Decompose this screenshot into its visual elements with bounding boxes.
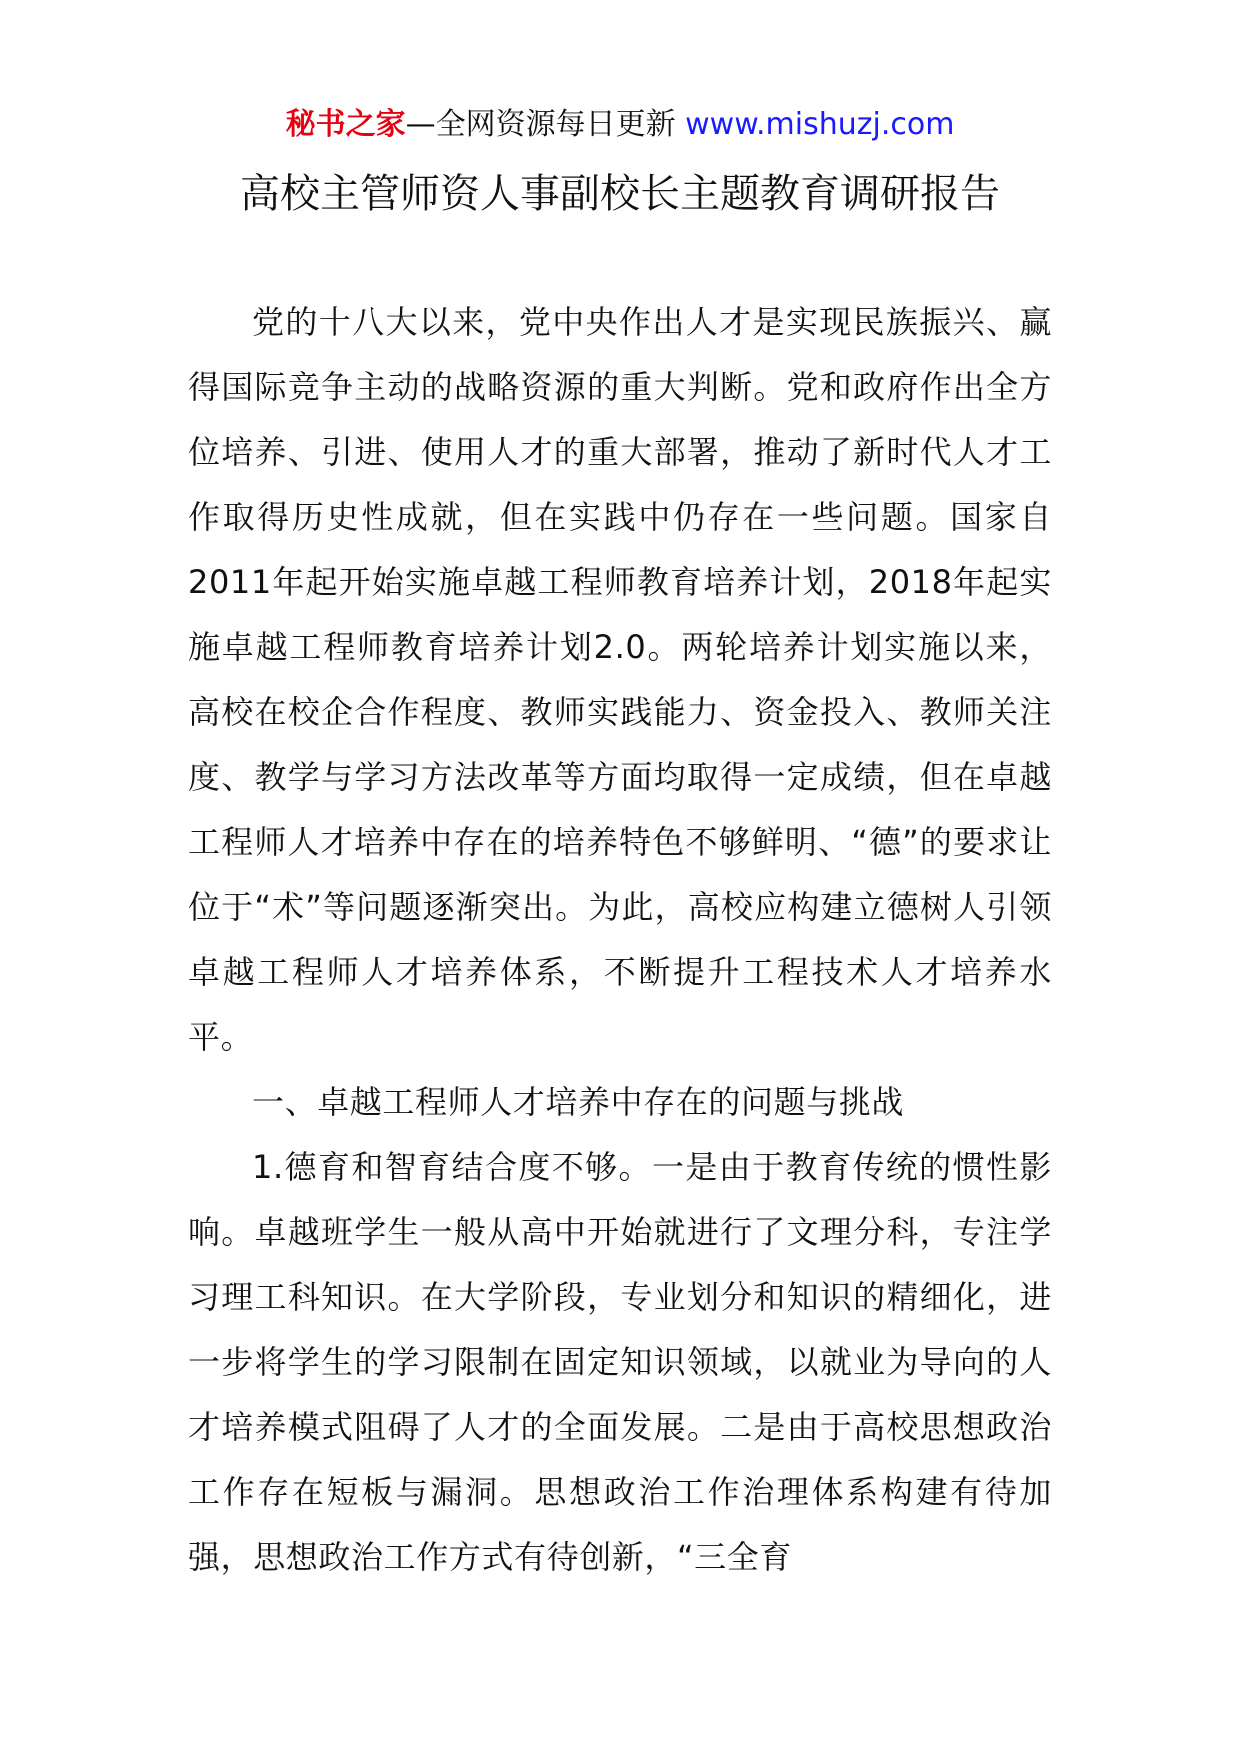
- brand-name: 秘书之家: [285, 107, 406, 142]
- paragraph-point-1: 1.德育和智育结合度不够。一是由于教育传统的惯性影响。卓越班学生一般从高中开始就进行了文理分科，专注学习理工科知识。在大学阶段，专业划分和知识的精细化，进一步将学生的学习限制在固定知识领域，以就业为导向的人才培养模式阻碍了人才的全面发展。二是由于高校思想政治工作存在短板与漏洞。思想政治工作治理体系构建有待加强，思想政治工作方式有待创新，“三全育: [188, 1148, 1052, 1576]
- site-header: [0, 100, 1240, 150]
- paragraph-intro: 党的十八大以来，党中央作出人才是实现民族振兴、赢得国际竞争主动的战略资源的重大判断。党和政府作出全方位培养、引进、使用人才的重大部署，推动了新时代人才工作取得历史性成就，但在实践中仍存在一些问题。国家自2011年起开始实施卓越工程师教育培养计划，2018年起实施卓越工程师教育培养计划2.0。两轮培养计划实施以来，高校在校企合作程度、教师实践能力、资金投入、教师关注度、教学与学习方法改革等方面均取得一定成绩，但在卓越工程师人才培养中存在的培养特色不够鲜明、“德”的要求让位于“术”等问题逐渐突出。为此，高校应构建立德树人引领卓越工程师人才培养体系，不断提升工程技术人才培养水平。: [188, 303, 1052, 1056]
- site-slogan: —全网资源每日更新: [405, 107, 686, 142]
- document-body: [188, 290, 1052, 1590]
- site-url-link[interactable]: www.mishuzj.com: [685, 107, 955, 142]
- document-title: 高校主管师资人事副校长主题教育调研报告: [240, 171, 1000, 217]
- section-heading: 一、卓越工程师人才培养中存在的问题与挑战: [252, 1083, 905, 1121]
